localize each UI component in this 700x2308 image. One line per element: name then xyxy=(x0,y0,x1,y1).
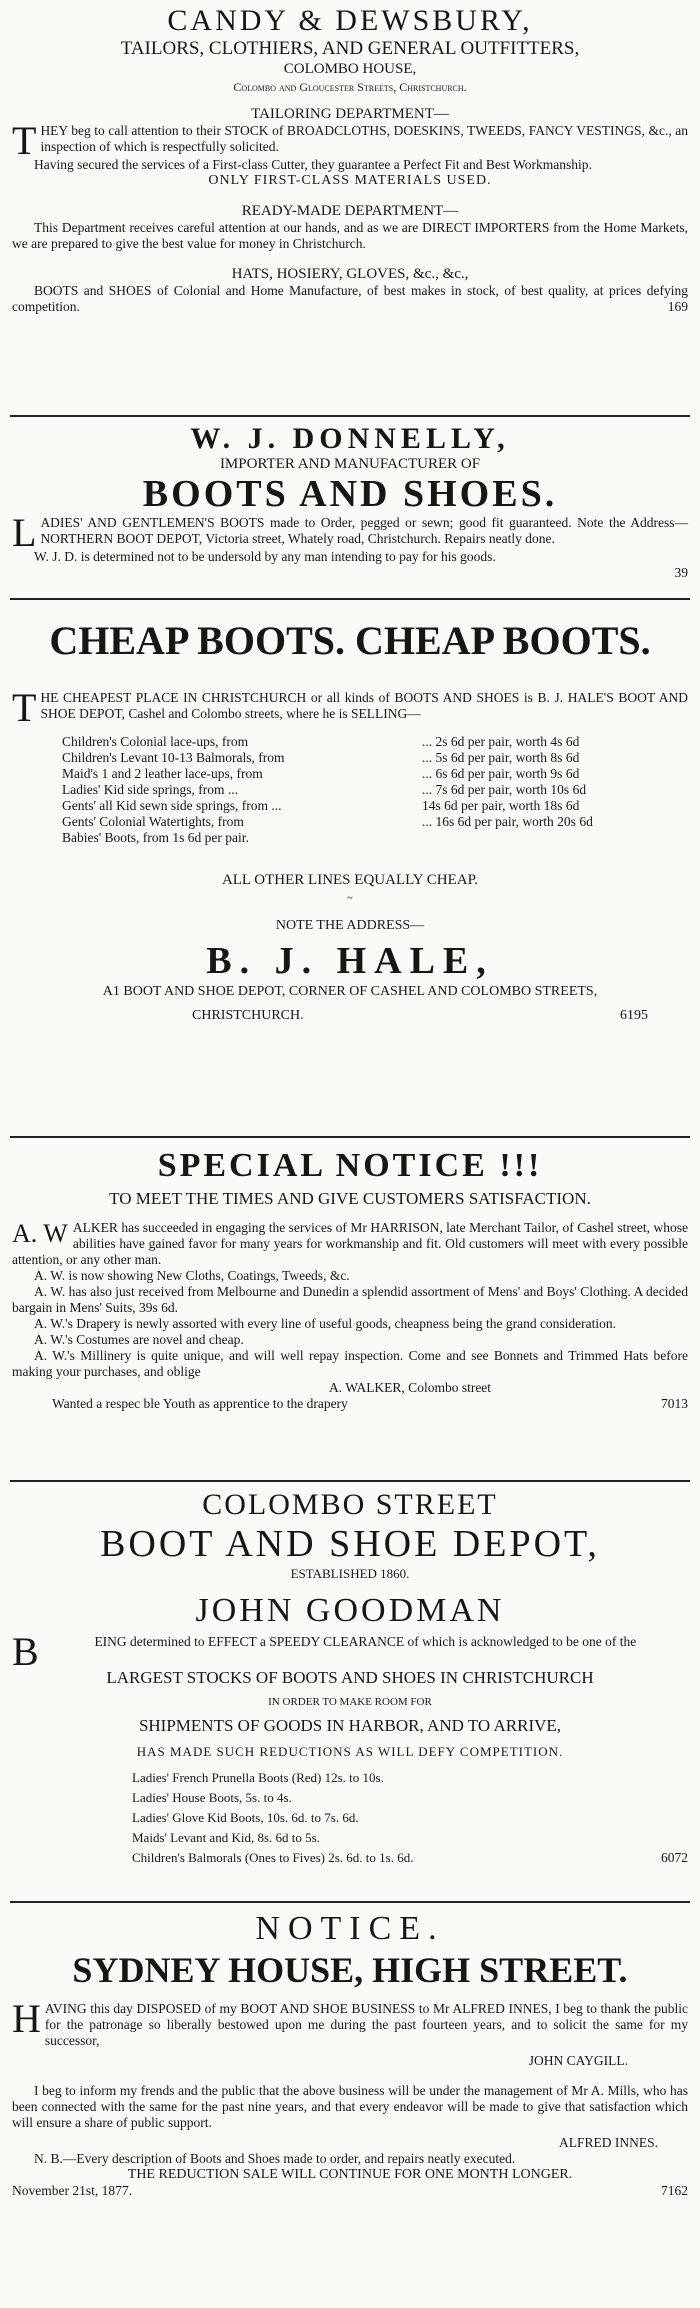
ad-headline: NOTICE. xyxy=(255,1910,445,1947)
list-item: Ladies' Glove Kid Boots, 10s. 6d. to 7s. 6d. xyxy=(132,1810,359,1825)
ad-subtitle: IMPORTER AND MANUFACTURER OF xyxy=(219,456,481,472)
ad-address: Colombo and Gloucester Streets, Christchurch. xyxy=(233,80,467,94)
price-row: Maid's 1 and 2 leather lace-ups, from ... 6s 6d per pair, worth 9s 6d xyxy=(62,766,580,781)
signature: JOHN CAYGILL. xyxy=(528,2053,628,2068)
ad-code: 6072 xyxy=(661,1850,688,1865)
ad-intro: T HE CHEAPEST PLACE IN CHRISTCHURCH or all kinds of BOOTS AND SHOES is B. J. HALE'S BOOT AND SHOE DEPOT, Cashel and Colombo streets, where he is SELLING— xyxy=(12,685,688,730)
list-item: Ladies' French Prunella Boots (Red) 12s. to 10s. xyxy=(132,1770,384,1785)
ad-code: 39 xyxy=(674,565,688,580)
ad-special-notice xyxy=(10,1138,690,1482)
reduction-notice: THE REDUCTION SALE WILL CONTINUE FOR ONE MONTH LONGER. xyxy=(127,2167,573,2182)
ad-headline: BOOT AND SHOE DEPOT, xyxy=(100,1523,600,1565)
ad-line: A. W. is now showing New Cloths, Coatings, Tweeds, &c. xyxy=(34,1268,350,1283)
price-row: Babies' Boots, from 1s 6d per pair. xyxy=(62,830,249,845)
ad-code: 6195 xyxy=(620,1008,648,1023)
ad-text2: I beg to inform my frends and the public that the above business will be under the management of Mr A. Mills, who has been connected with the same for the past nine years, and that every endeavor will be made to give that satisfaction which will ensure a share of public support. xyxy=(12,2083,688,2130)
drop-cap: L xyxy=(12,510,37,555)
rule: ~ xyxy=(347,893,353,904)
ad-line: LARGEST STOCKS OF BOOTS AND SHOES IN CHRISTCHURCH xyxy=(106,1668,594,1687)
ad-colombo-boot-depot xyxy=(10,1482,690,1903)
ad-donnelly xyxy=(10,417,690,600)
ad-house: COLOMBO HOUSE, xyxy=(283,61,417,77)
drop-cap: B xyxy=(12,1629,39,1674)
ad-nb: N. B.—Every description of Boots and Shoes made to order, and repairs neatly executed. xyxy=(34,2151,516,2166)
price-list xyxy=(12,734,688,846)
ad-line: HAS MADE SUCH REDUCTIONS AS WILL DEFY COMPETITION. xyxy=(136,1744,564,1759)
signature: A. WALKER, Colombo street xyxy=(328,1380,492,1395)
established: ESTABLISHED 1860. xyxy=(290,1566,410,1581)
equally-cheap: ALL OTHER LINES EQUALLY CHEAP. xyxy=(221,872,479,888)
ad-footer xyxy=(12,1396,688,1412)
section-heading: READY-MADE DEPARTMENT— xyxy=(241,203,459,219)
ad-name: B. J. HALE, xyxy=(206,940,494,982)
list-item: Ladies' House Boots, 5s. to 4s. xyxy=(132,1790,292,1805)
list-item: Children's Balmorals (Ones to Fives) 2s. 6d. to 1s. 6d. xyxy=(132,1850,414,1865)
readymade-text: This Department receives careful attention at our hands, and as we are DIRECT IMPORTERS from the Home Markets, we are prepared to give the best value for money in Christchurch. xyxy=(12,220,688,251)
ad-subtitle: SYDNEY HOUSE, HIGH STREET. xyxy=(72,1950,628,1990)
drop-cap: H xyxy=(12,1996,41,2041)
city: CHRISTCHURCH. xyxy=(192,1008,304,1023)
ad-street: COLOMBO STREET xyxy=(202,1488,498,1521)
list-item: Maids' Levant and Kid, 8s. 6d to 5s. xyxy=(132,1830,320,1845)
section-heading: HATS, HOSIERY, GLOVES, &c., &c., xyxy=(231,266,469,282)
ad-footer xyxy=(12,1008,688,1024)
note-address: NOTE THE ADDRESS— xyxy=(275,918,425,933)
cutter-text: Having secured the services of a First-class Cutter, they guarantee a Perfect Fit and Best Workmanship. xyxy=(34,157,592,172)
ad-name: JOHN GOODMAN xyxy=(195,1592,505,1629)
price-row: Ladies' Kid side springs, from ... ... 7s 6d per pair, worth 10s 6d xyxy=(62,782,587,797)
ad-note: W. J. D. is determined not to be undersold by any man intending to pay for his goods. xyxy=(34,549,496,564)
ad-line: A. W.'s Drapery is newly assorted with every line of useful goods, cheapness being the grand consideration. xyxy=(34,1316,617,1331)
ad-footer xyxy=(12,2183,688,2199)
hats-text: BOOTS and SHOES of Colonial and Home Manufacture, of best makes in stock, of best quality, at prices defying competition. xyxy=(12,283,688,314)
ad-text: L ADIES' AND GENTLEMEN'S BOOTS made to Order, pegged or sewn; good fit guaranteed. Note the Address—NORTHERN BOOT DEPOT, Victoria street, Whately road, Christchurch. Repairs neatly done. xyxy=(12,510,688,555)
ad-text: H AVING this day DISPOSED of my BOOT AND SHOE BUSINESS to Mr ALFRED INNES, I beg to thank the public for the patronage so liberally bestowed upon me during the past fourteen years, and to solicit the same for my successor, xyxy=(12,1996,688,2048)
ad-candy-dewsbury xyxy=(10,0,690,417)
ad-intro: A. W ALKER has succeeded in engaging the services of Mr HARRISON, late Merchant Tailor, of Cashel street, whose abilities have gained favor for many years for workmanship and fit. Old customers will meet with every possible attention, or any other man. xyxy=(12,1219,688,1267)
section-heading: TAILORING DEPARTMENT— xyxy=(251,106,449,122)
ad-address: A1 BOOT AND SHOE DEPOT, CORNER OF CASHEL AND COLOMBO STREETS, xyxy=(102,984,598,999)
ad-subtitle: TAILORS, CLOTHIERS, AND GENERAL OUTFITTERS, xyxy=(120,38,580,59)
ad-line: A. W.'s Millinery is quite unique, and will well repay inspection. Come and see Bonnets and Trimmed Hats before making your purchases, and oblige xyxy=(12,1348,688,1379)
ad-code: 7013 xyxy=(661,1396,688,1411)
drop-cap: T xyxy=(12,118,37,163)
ad-sydney-house xyxy=(10,1903,690,2293)
ad-code: 169 xyxy=(667,299,688,314)
price-row: Children's Levant 10-13 Balmorals, from ... 5s 6d per pair, worth 8s 6d xyxy=(62,750,580,765)
ad-headline: BOOTS AND SHOES. xyxy=(142,473,558,515)
ad-subtitle: TO MEET THE TIMES AND GIVE CUSTOMERS SATISFACTION. xyxy=(109,1189,591,1208)
materials-line: ONLY FIRST-CLASS MATERIALS USED. xyxy=(208,173,492,188)
ad-line: SHIPMENTS OF GOODS IN HARBOR, AND TO ARRIVE, xyxy=(138,1716,562,1735)
ad-code: 7162 xyxy=(661,2183,688,2198)
ad-cheap-boots xyxy=(10,600,690,1138)
price-row: Gents' Colonial Watertights, from ... 16s 6d per pair, worth 20s 6d xyxy=(62,814,593,829)
drop-cap: A. W xyxy=(12,1219,68,1248)
price-row: Children's Colonial lace-ups, from ... 2s 6d per pair, worth 4s 6d xyxy=(62,734,580,749)
ad-headline: SPECIAL NOTICE !!! xyxy=(157,1147,543,1184)
ad-line: B EING determined to EFFECT a SPEEDY CLEARANCE of which is acknowledged to be one of the xyxy=(12,1629,637,1674)
ad-title: CANDY & DEWSBURY, xyxy=(167,4,533,37)
ad-headline: CHEAP BOOTS. CHEAP BOOTS. xyxy=(49,618,651,663)
tailoring-text: T HEY beg to call attention to their STOCK of BROADCLOTHS, DOESKINS, TWEEDS, FANCY VESTINGS, &c., an inspection of which is respectfully solicited. xyxy=(12,118,688,163)
ad-line: A. W.'s Costumes are novel and cheap. xyxy=(34,1332,244,1347)
ad-title: W. J. DONNELLY, xyxy=(190,422,510,455)
ad-line: IN ORDER TO MAKE ROOM FOR xyxy=(268,1696,432,1708)
date: November 21st, 1877. xyxy=(12,2183,132,2198)
price-row: Gents' all Kid sewn side springs, from ... 14s 6d per pair, worth 18s 6d xyxy=(62,798,580,813)
ad-line: A. W. has also just received from Melbourne and Dunedin a splendid assortment of Mens' and Boys' Clothing. A decided bargain in Mens' Suits, 39s 6d. xyxy=(12,1284,688,1315)
signature: ALFRED INNES. xyxy=(558,2135,658,2150)
wanted-line: Wanted a respec ble Youth as apprentice to the drapery xyxy=(52,1396,348,1411)
drop-cap: T xyxy=(12,685,37,730)
